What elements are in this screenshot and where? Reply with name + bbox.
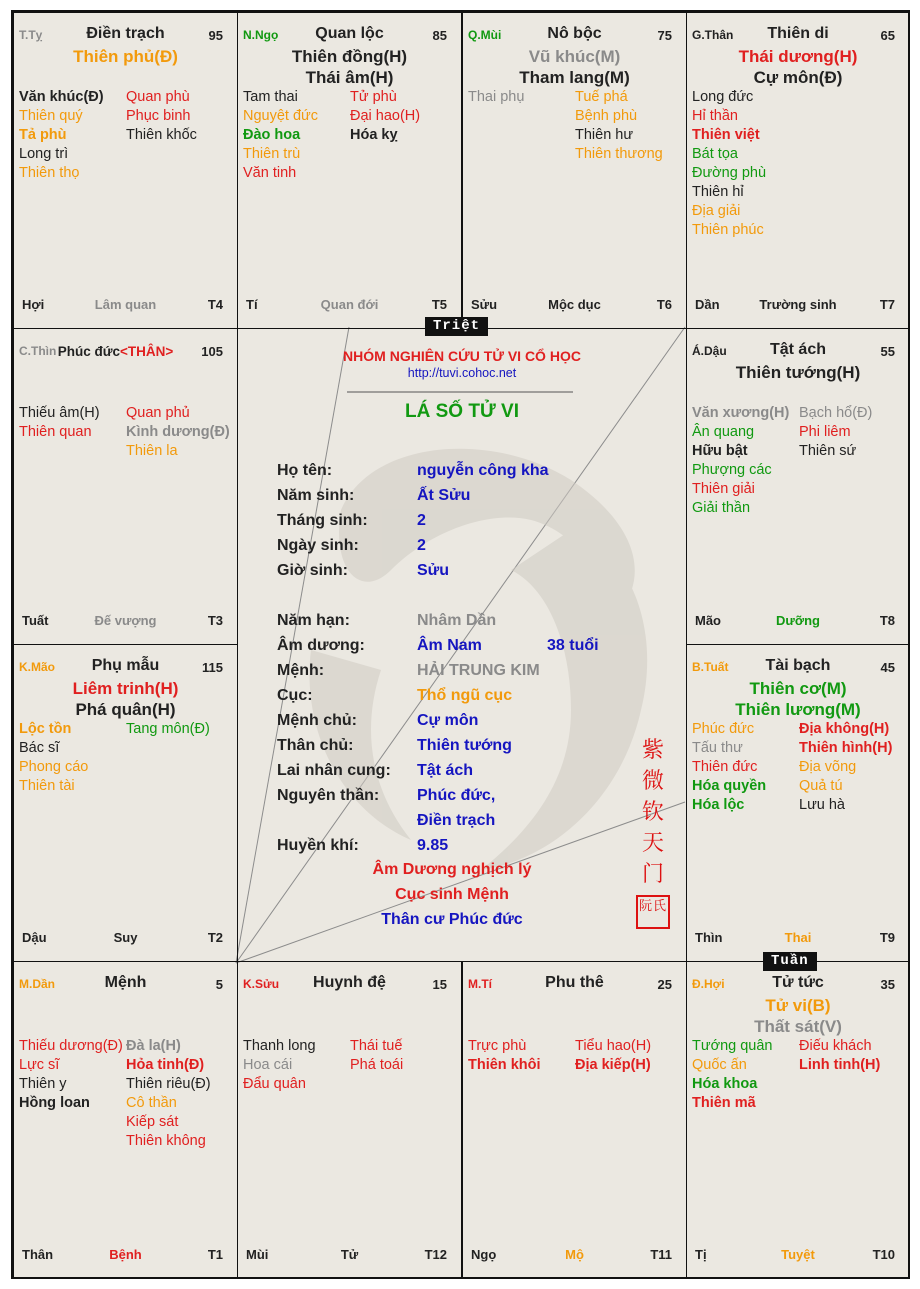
palace-number: 95 (208, 28, 223, 43)
star: Thiên hình(H) (799, 740, 893, 756)
palace-tcode: T11 (650, 1247, 672, 1262)
star: Phá toái (350, 1057, 404, 1073)
seal-char: 天 (641, 830, 664, 855)
palace-cell (13, 328, 238, 645)
info-value: HẢI TRUNG KIM (417, 662, 540, 679)
info-value: Cự môn (417, 712, 479, 729)
star-column-right (799, 1037, 880, 1075)
star: Long trì (19, 146, 69, 162)
palace-tcode: T1 (207, 1247, 223, 1262)
earthly-branch: Thân (22, 1247, 54, 1262)
palace-name-text: Điền trạch (86, 25, 165, 42)
palace-name-text: Mệnh (104, 974, 147, 991)
palace-tcode: T5 (431, 297, 447, 312)
star: Thiên y (19, 1076, 67, 1092)
palace-code: T.Tỵ (19, 28, 43, 42)
info-value: Tật ách (417, 762, 474, 779)
palace-name (14, 25, 237, 43)
palace-name (687, 25, 909, 43)
star: Lực sĩ (19, 1057, 60, 1073)
star: Tiểu hao(H) (575, 1038, 652, 1054)
palace-number: 85 (432, 28, 447, 43)
star-column-left (692, 720, 766, 815)
palace-name-text: Quan lộc (315, 25, 384, 42)
horoscope-chart (11, 10, 910, 1279)
palace-name (687, 341, 909, 359)
star: Thiên thọ (19, 165, 80, 181)
main-star: Thiên tướng(H) (735, 363, 861, 382)
info-label: Nguyên thần: (277, 787, 380, 804)
life-stage: Thai (784, 930, 812, 945)
star: Đường phù (692, 165, 767, 181)
seal-stamp: 阮氏 (636, 895, 670, 929)
palace-cell (13, 644, 238, 962)
palace-tcode: T9 (879, 930, 895, 945)
star: Cô thần (126, 1095, 177, 1111)
palace-tcode: T6 (656, 297, 672, 312)
star: Thiên thương (575, 146, 663, 162)
main-star: Thái dương(H) (738, 47, 858, 66)
palace-number: 65 (880, 28, 895, 43)
palace-tcode: T3 (207, 613, 223, 628)
palace-tcode: T7 (879, 297, 895, 312)
palace-code: Đ.Hợi (692, 977, 725, 991)
palace-code: C.Thìn (19, 344, 57, 358)
star: Lộc tồn (19, 721, 72, 737)
star-column-left (243, 1037, 316, 1094)
star: Đẩu quân (243, 1076, 306, 1092)
star: Thiếu âm(H) (19, 405, 100, 421)
star: Hữu bật (692, 443, 748, 459)
research-group-title: NHÓM NGHIÊN CỨU TỬ VI CỔ HỌC (343, 348, 581, 364)
earthly-branch: Tuất (22, 613, 49, 628)
star: Nguyệt đức (243, 108, 318, 124)
star: Quả tú (799, 778, 843, 794)
tuan-tag: Tuần (763, 952, 817, 971)
star-column-left (19, 720, 88, 796)
star: Tử phù (350, 89, 397, 105)
palace-name-text: Phụ mẫu (91, 657, 160, 674)
palace-tcode: T10 (872, 1247, 895, 1262)
star: Văn xương(H) (692, 405, 790, 421)
life-stage: Mộc dục (548, 297, 601, 312)
star: Trực phù (468, 1038, 527, 1054)
palace-number: 15 (432, 977, 447, 992)
star-column-right (799, 720, 892, 815)
palace-code: M.Tí (468, 977, 492, 991)
info-label: Ngày sinh: (277, 537, 359, 554)
star: Tang môn(Đ) (126, 721, 210, 737)
info-label: Năm sinh: (277, 487, 355, 504)
info-value: Nhâm Dần (417, 612, 497, 629)
life-stage: Dưỡng (776, 613, 820, 628)
palace-name (687, 974, 909, 992)
palace-name (14, 974, 237, 992)
palace-name (238, 25, 461, 43)
main-star: Liêm trinh(H) (72, 679, 179, 698)
star: Thiên trù (243, 146, 301, 162)
star: Thiên giải (692, 481, 755, 497)
life-stage: Lâm quan (94, 297, 157, 312)
life-stage: Suy (113, 930, 138, 945)
info-value-continued: Điền trạch (417, 812, 496, 829)
palace-cell (686, 644, 910, 962)
star: Văn khúc(Đ) (19, 89, 104, 105)
star: Văn tinh (243, 165, 297, 181)
star: Hồng loan (19, 1095, 90, 1111)
star: Thiên hỉ (692, 184, 744, 200)
star: Thiên hư (575, 127, 634, 143)
info-value: 2 (417, 512, 426, 529)
palace-name-text: Tử tức (772, 974, 824, 991)
seal-char: 紫 (641, 737, 664, 762)
site-url-link[interactable]: http://tuvi.cohoc.net (407, 366, 517, 380)
star: Hóa kỵ (350, 127, 398, 143)
palace-code: K.Mão (19, 660, 55, 674)
palace-name (687, 657, 909, 675)
star-column-right (126, 720, 210, 739)
star: Thiên riêu(Đ) (126, 1076, 211, 1092)
info-value: Âm Nam (417, 637, 482, 654)
summary-note: Âm Dương nghịch lý (372, 861, 532, 878)
info-label: Huyền khí: (277, 837, 359, 854)
palace-name-text: Thiên di (767, 25, 829, 42)
palace-number: 55 (880, 344, 895, 359)
seal-char: 门 (641, 861, 664, 886)
star: Kiếp sát (126, 1114, 179, 1130)
star-column-right (350, 1037, 403, 1075)
palace-name-text: Huynh đệ (313, 974, 386, 991)
star: Quốc ấn (692, 1057, 747, 1073)
palace-tcode: T4 (207, 297, 223, 312)
info-value: 9.85 (417, 837, 449, 854)
info-label: Mệnh chủ: (277, 712, 357, 729)
star: Tuế phá (575, 89, 628, 105)
info-value: Phúc đức, (417, 787, 496, 804)
star: Thiên việt (692, 127, 760, 143)
palace-number: 45 (880, 660, 895, 675)
palace-number: 5 (215, 977, 223, 992)
star: Thái tuế (350, 1038, 403, 1054)
life-stage: Bệnh (109, 1247, 142, 1262)
info-label: Tháng sinh: (277, 512, 368, 529)
main-star: Phá quân(H) (75, 700, 176, 719)
palace-number: 35 (880, 977, 895, 992)
star-column-left (468, 88, 524, 107)
center-panel (238, 328, 686, 963)
star: Bát tọa (692, 146, 738, 162)
summary-note: Cục sinh Mệnh (395, 886, 509, 903)
earthly-branch: Hợi (22, 297, 45, 312)
info-value: Ất Sửu (417, 487, 471, 504)
palace-code: Á.Dậu (692, 344, 727, 358)
life-stage: Quan đới (320, 297, 379, 312)
triet-tag: Triệt (425, 317, 488, 336)
star: Tam thai (243, 89, 298, 105)
palace-code: K.Sửu (243, 977, 280, 991)
earthly-branch: Ngọ (471, 1247, 497, 1262)
star-column-right (350, 88, 420, 145)
info-label: Mệnh: (277, 662, 325, 679)
star: Phúc đức (692, 721, 755, 737)
star: Địa kiếp(H) (575, 1057, 651, 1073)
star-column-left (468, 1037, 541, 1075)
star-column-right (126, 1037, 211, 1151)
star: Hóa khoa (692, 1076, 758, 1092)
palace-code: G.Thân (692, 28, 734, 42)
star: Lưu hà (799, 797, 845, 813)
star: Thiên đức (692, 759, 758, 775)
earthly-branch: Mão (695, 613, 721, 628)
star: Thiên quý (19, 108, 83, 124)
main-star: Thiên phủ(Đ) (73, 47, 178, 66)
star: Thiên không (126, 1133, 206, 1149)
palace-cell (13, 961, 238, 1279)
star: Thiên la (126, 443, 178, 459)
star: Bệnh phù (575, 108, 638, 124)
star: Bạch hổ(Đ) (799, 405, 873, 421)
star: Tả phù (19, 127, 67, 143)
star-column-left (19, 88, 104, 183)
info-label: Lai nhân cung: (277, 762, 391, 779)
palace-name-text: Phúc đức (57, 344, 121, 359)
star: Thanh long (243, 1038, 316, 1054)
main-star: Tham lang(M) (519, 68, 630, 87)
star: Tấu thư (692, 740, 743, 756)
star: Địa không(H) (799, 721, 890, 737)
seal-char: 钦 (641, 799, 664, 824)
info-value: nguyễn công kha (417, 462, 549, 479)
star-column-left (19, 1037, 123, 1113)
star: Thiên quan (19, 424, 92, 440)
info-label: Âm dương: (277, 637, 365, 654)
palace-cell (462, 961, 687, 1279)
star-column-left (243, 88, 318, 183)
main-star: Tử vi(B) (765, 996, 831, 1015)
star: Bác sĩ (19, 740, 60, 756)
star: Hóa quyền (692, 778, 767, 794)
info-label: Thân chủ: (277, 737, 354, 754)
info-value: Thiên tướng (417, 737, 512, 754)
star: Kình dương(Đ) (126, 424, 230, 440)
chart-title: LÁ SỐ TỬ VI (405, 401, 519, 422)
life-stage: Trường sinh (759, 297, 837, 312)
star: Thiên phúc (692, 222, 764, 238)
star: Tướng quân (692, 1038, 773, 1054)
palace-cell (686, 328, 910, 645)
star-column-left (19, 404, 100, 442)
star: Phong cáo (19, 759, 89, 775)
earthly-branch: Tị (695, 1247, 707, 1262)
star: Thiên sứ (799, 443, 857, 459)
star: Phục binh (126, 108, 191, 124)
palace-cell (686, 12, 910, 329)
star-column-left (692, 1037, 773, 1113)
star: Đại hao(H) (350, 108, 421, 124)
life-stage: Đế vượng (94, 613, 157, 628)
info-value: Thổ ngũ cục (417, 687, 513, 704)
star: Thai phụ (468, 89, 525, 105)
palace-name-text: Tài bạch (765, 657, 831, 674)
palace-number: 75 (657, 28, 672, 43)
main-star: Cự môn(Đ) (753, 68, 843, 87)
palace-tcode: T8 (879, 613, 895, 628)
palace-number: 105 (201, 344, 223, 359)
earthly-branch: Thìn (695, 930, 723, 945)
star: Thiếu dương(Đ) (19, 1038, 123, 1054)
star: Đào hoa (243, 127, 301, 143)
star-column-left (692, 88, 766, 240)
info-label: Giờ sinh: (277, 562, 348, 579)
star-column-left (692, 404, 789, 518)
star: Thiên tài (19, 778, 75, 794)
earthly-branch: Tí (246, 297, 258, 312)
palace-name (463, 974, 686, 992)
star-column-right (799, 404, 872, 461)
palace-name-text: Nô bộc (547, 25, 602, 42)
star: Giải thần (692, 500, 751, 516)
main-star: Thiên lương(M) (735, 700, 861, 719)
palace-cell (686, 961, 910, 1279)
info-label: Họ tên: (277, 462, 333, 479)
palace-cell (237, 961, 462, 1279)
palace-cell (13, 12, 238, 329)
star: Hỉ thần (692, 108, 738, 124)
main-star: Thái âm(H) (305, 68, 394, 87)
star: Hóa lộc (692, 797, 745, 813)
main-star: Vũ khúc(M) (528, 47, 621, 66)
star: Địa võng (799, 759, 857, 775)
earthly-branch: Dậu (22, 930, 47, 945)
star-column-right (575, 1037, 651, 1075)
earthly-branch: Mùi (246, 1247, 269, 1262)
palace-name-text: Tật ách (769, 341, 826, 358)
star-column-right (575, 88, 663, 164)
palace-number: 115 (202, 660, 223, 675)
star: Quan phủ (126, 405, 190, 421)
than-marker: <THÂN> (120, 344, 174, 359)
star: Điếu khách (799, 1038, 872, 1054)
star: Long đức (692, 89, 754, 105)
main-star: Thất sát(V) (754, 1017, 842, 1036)
info-label: Cục: (277, 687, 313, 704)
life-stage: Tử (340, 1247, 359, 1262)
star: Hỏa tinh(Đ) (126, 1057, 205, 1073)
palace-name (463, 25, 686, 43)
star: Linh tinh(H) (799, 1057, 881, 1073)
palace-code: Q.Mùi (468, 28, 502, 42)
star: Quan phù (126, 89, 190, 105)
star-column-right (126, 88, 197, 145)
palace-name-text: Phu thê (545, 974, 604, 991)
star: Phượng các (692, 462, 772, 478)
star-column-right (126, 404, 230, 461)
seal-text (639, 734, 667, 889)
star: Địa giải (692, 203, 741, 219)
palace-code: N.Ngọ (243, 28, 279, 42)
earthly-branch: Sửu (471, 297, 498, 312)
palace-number: 25 (657, 977, 672, 992)
palace-name (238, 974, 461, 992)
palace-code: M.Dần (19, 977, 55, 991)
age-value: 38 tuổi (547, 637, 599, 654)
palace-cell (237, 12, 462, 329)
star: Thiên khôi (468, 1057, 541, 1073)
seal-char: 微 (641, 768, 664, 793)
summary-note: Thân cư Phúc đức (381, 911, 523, 928)
star: Đà la(H) (126, 1038, 181, 1054)
info-value: Sửu (417, 562, 450, 579)
star: Thiên mã (692, 1095, 756, 1111)
main-star: Thiên cơ(M) (749, 679, 847, 698)
earthly-branch: Dần (695, 297, 720, 312)
star: Hoa cái (243, 1057, 293, 1073)
life-stage: Mộ (565, 1247, 584, 1262)
info-label: Năm hạn: (277, 612, 350, 629)
info-value: 2 (417, 537, 426, 554)
star: Ân quang (692, 424, 755, 440)
palace-tcode: T2 (207, 930, 223, 945)
palace-code: B.Tuất (692, 660, 729, 674)
life-stage: Tuyệt (781, 1247, 815, 1262)
palace-tcode: T12 (424, 1247, 447, 1262)
palace-cell (462, 12, 687, 329)
star: Thiên khốc (126, 127, 197, 143)
star: Phi liêm (799, 424, 851, 440)
main-star: Thiên đồng(H) (291, 47, 408, 66)
